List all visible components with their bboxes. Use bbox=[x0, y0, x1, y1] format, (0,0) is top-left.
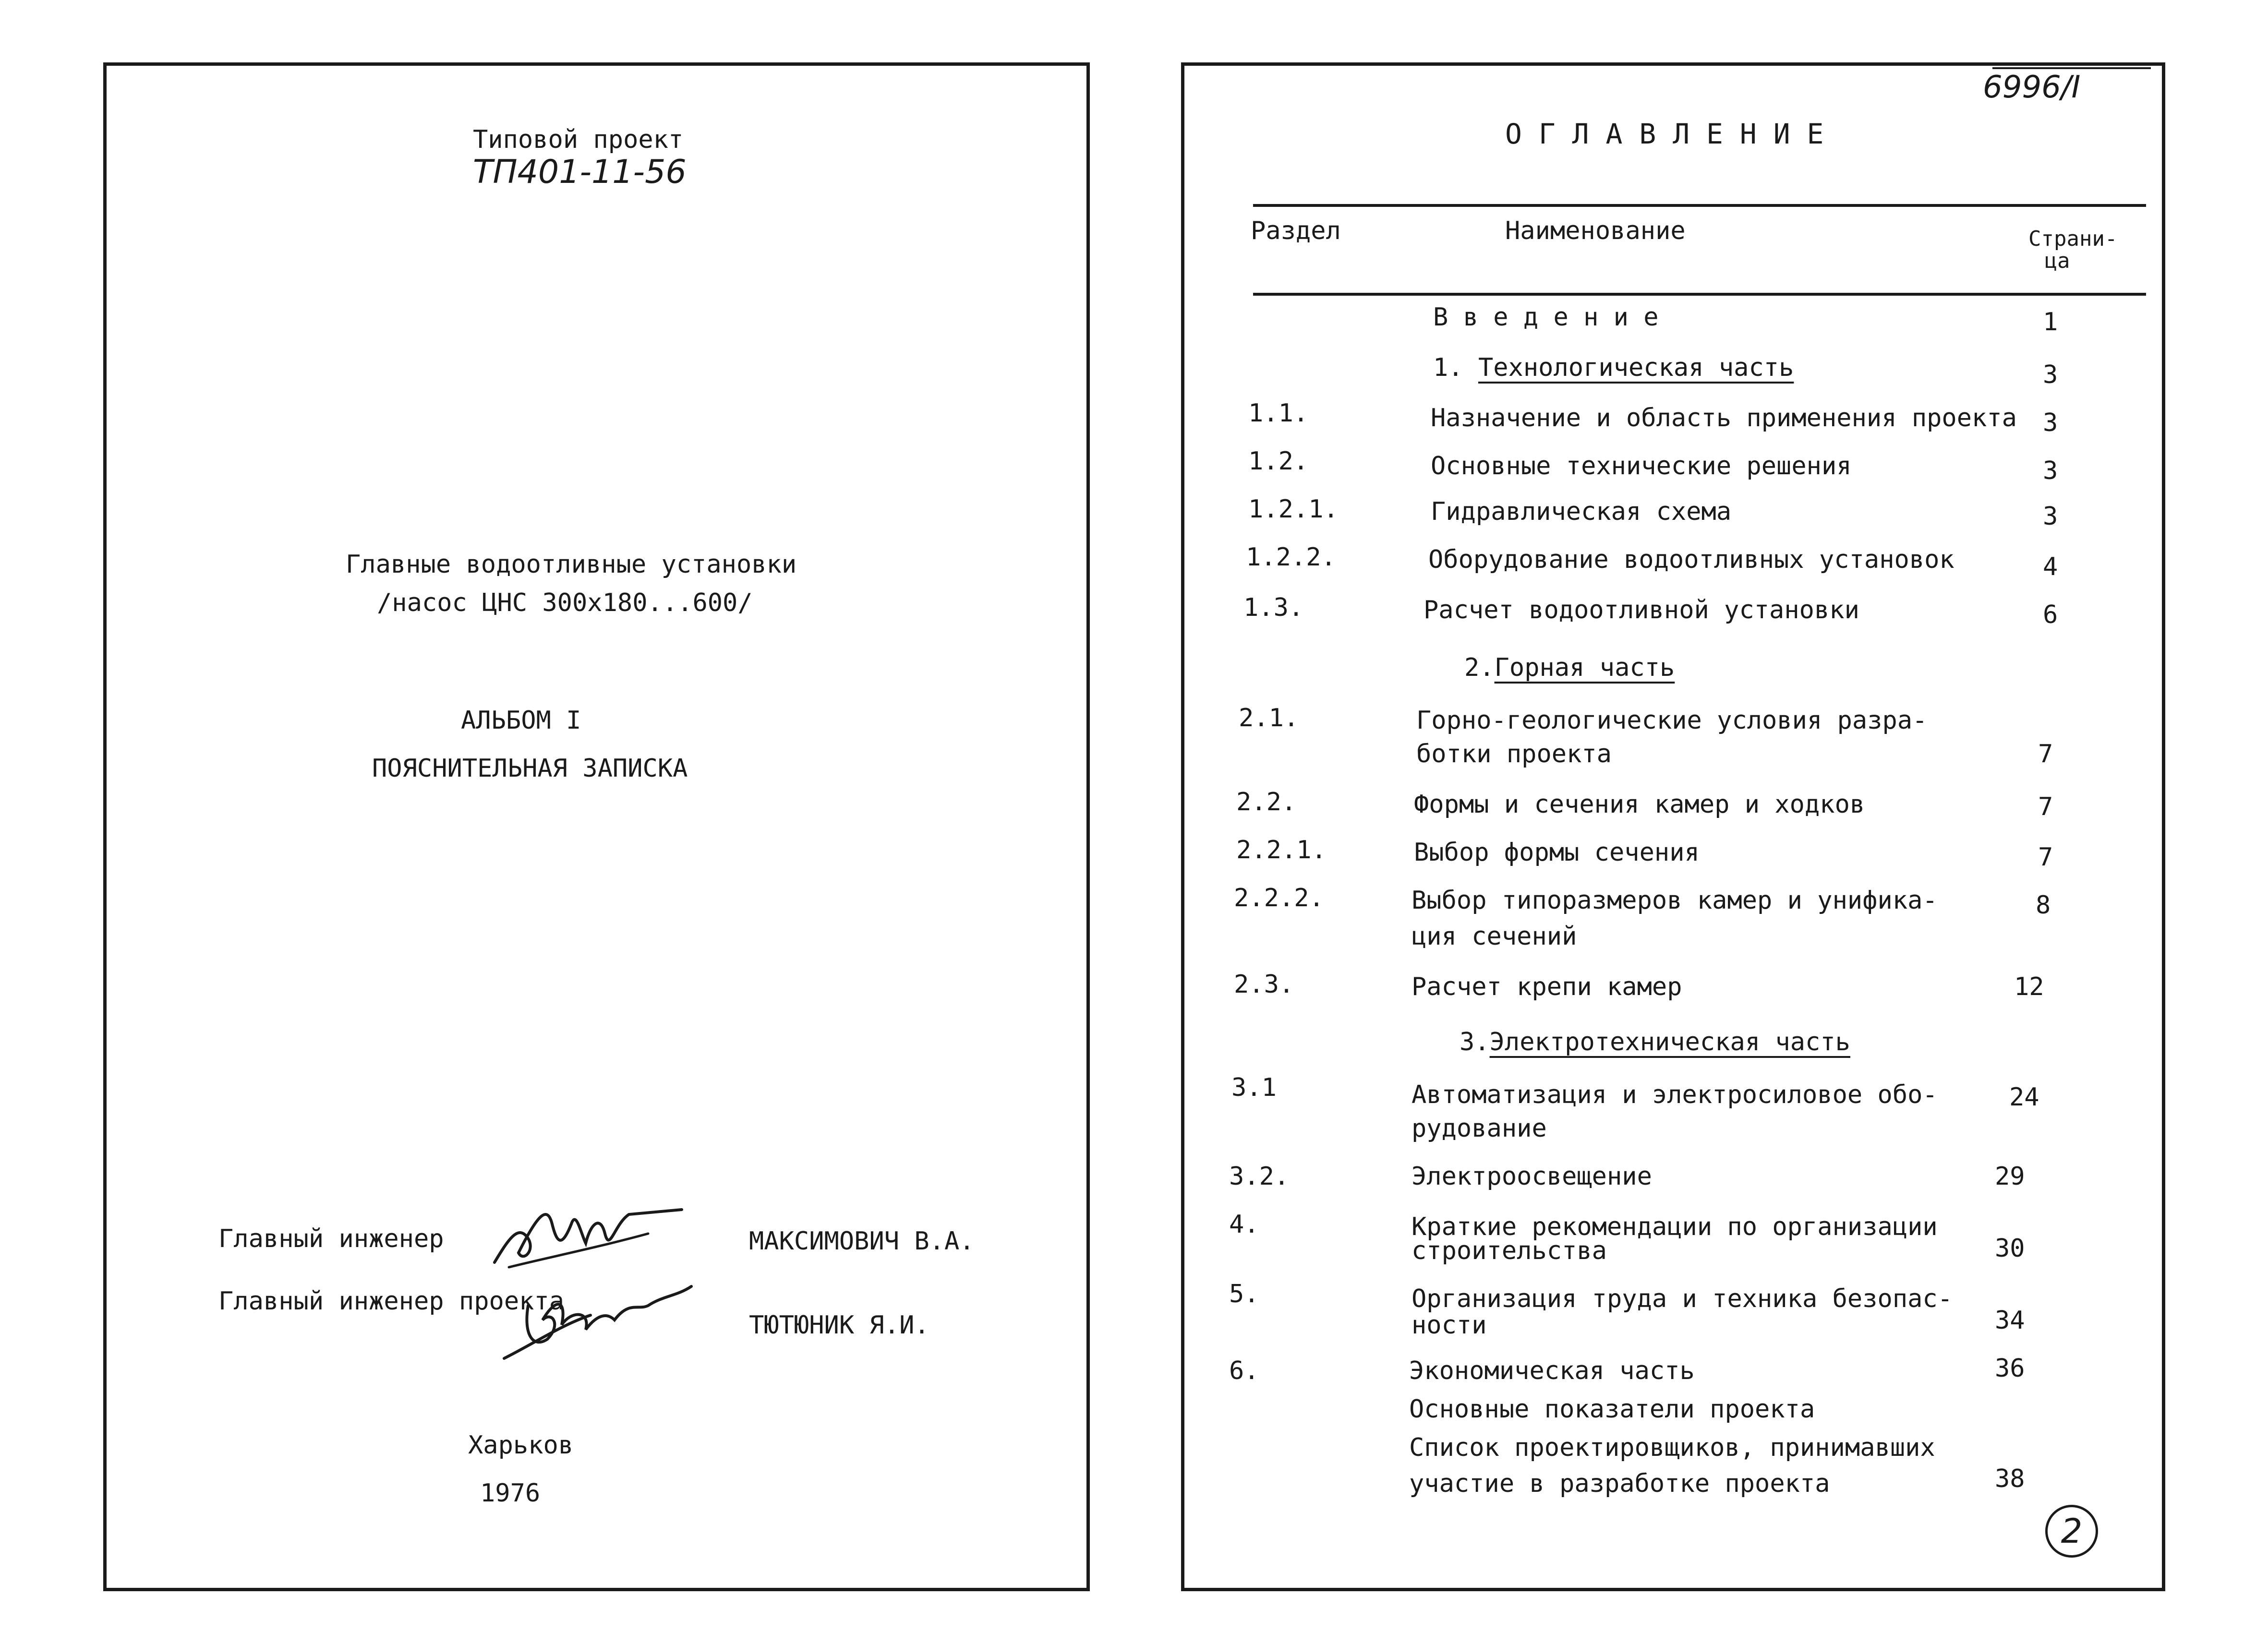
part-2-number: 2. bbox=[1464, 653, 1495, 682]
toc-name: Экономическая часть bbox=[1409, 1356, 1695, 1385]
part-2-heading bbox=[1464, 655, 1675, 680]
part-3-label: Электротехническая часть bbox=[1489, 1028, 1850, 1056]
toc-name: Выбор типоразмеров камер и унифика- bbox=[1411, 886, 1938, 915]
project-type: Типовой проект bbox=[473, 125, 684, 154]
toc-section: 2.2.1. bbox=[1236, 836, 1327, 864]
chief-project-engineer-name: ТЮТЮНИК Я.И. bbox=[749, 1311, 929, 1340]
year: 1976 bbox=[480, 1479, 541, 1508]
album-number: АЛЬБОМ I bbox=[461, 706, 581, 735]
toc-section: 1.3. bbox=[1243, 593, 1304, 622]
toc-page: 3 bbox=[2043, 408, 2058, 437]
toc-name: Оборудование водоотливных установок bbox=[1428, 545, 1954, 574]
designers-list-continued: участие в разработке проекта bbox=[1409, 1469, 1830, 1498]
toc-page: 8 bbox=[2036, 891, 2051, 920]
toc-page: 34 bbox=[1995, 1306, 2025, 1335]
chief-engineer-signature bbox=[490, 1195, 691, 1277]
designers-list-page: 38 bbox=[1995, 1464, 2025, 1493]
column-page: Страни- ца bbox=[2028, 227, 2118, 273]
title-line-1: Главные водоотливные установки bbox=[346, 550, 797, 579]
toc-name: Организация труда и техника безопас- bbox=[1411, 1284, 1953, 1313]
chief-project-engineer-signature bbox=[495, 1267, 696, 1363]
part-3-heading bbox=[1460, 1030, 1850, 1055]
toc-name: Электроосвещение bbox=[1411, 1162, 1652, 1191]
intro-label: В в е д е н и е bbox=[1433, 303, 1659, 332]
header-bottom-rule bbox=[1253, 293, 2146, 296]
intro-page: 1 bbox=[2043, 308, 2058, 336]
project-number: ТП401-11-56 bbox=[473, 153, 687, 191]
toc-section: 3.2. bbox=[1229, 1162, 1290, 1191]
toc-page: 24 bbox=[2009, 1083, 2039, 1112]
toc-name: Расчет водоотливной установки bbox=[1424, 596, 1859, 624]
toc-section: 4. bbox=[1229, 1210, 1259, 1239]
toc-page: 36 bbox=[1995, 1354, 2025, 1383]
main-indicators: Основные показатели проекта bbox=[1409, 1395, 1815, 1424]
title-line-2: /насос ЦНС 300х180...600/ bbox=[377, 588, 753, 617]
toc-section: 3.1 bbox=[1231, 1073, 1277, 1102]
toc-name: Расчет крепи камер bbox=[1411, 972, 1682, 1001]
toc-section: 2.3. bbox=[1234, 970, 1294, 999]
toc-page: 6 bbox=[2043, 600, 2058, 629]
toc-page: 3 bbox=[2043, 456, 2058, 485]
part-1-number: 1. bbox=[1433, 353, 1463, 382]
chief-engineer-role: Главный инженер bbox=[218, 1224, 444, 1253]
toc-page: 4 bbox=[2043, 552, 2058, 581]
toc-name: Гидравлическая схема bbox=[1431, 497, 1732, 526]
toc-name-continued: ности bbox=[1411, 1311, 1487, 1340]
toc-section: 5. bbox=[1229, 1280, 1259, 1308]
toc-page: 30 bbox=[1995, 1234, 2025, 1263]
part-1-heading bbox=[1433, 355, 1794, 380]
chief-engineer-name: МАКСИМОВИЧ В.А. bbox=[749, 1227, 975, 1256]
toc-page: 7 bbox=[2038, 792, 2053, 821]
toc-name: Горно-геологические условия разра- bbox=[1416, 706, 1928, 735]
column-section: Раздел bbox=[1251, 216, 1341, 245]
part-1-page: 3 bbox=[2043, 360, 2058, 389]
toc-section: 1.2. bbox=[1248, 447, 1309, 476]
sheet-number bbox=[2045, 1505, 2098, 1558]
chief-project-engineer-role: Главный инженер проекта bbox=[218, 1287, 565, 1316]
city: Харьков bbox=[468, 1431, 574, 1460]
toc-name-continued: ботки проекта bbox=[1416, 740, 1612, 768]
toc-page: 7 bbox=[2038, 843, 2053, 872]
toc-name-continued: ция сечений bbox=[1411, 922, 1577, 951]
toc-section: 1.2.1. bbox=[1248, 495, 1339, 524]
toc-name: Выбор формы сечения bbox=[1414, 838, 1700, 867]
toc-name-continued: строительства bbox=[1411, 1236, 1607, 1265]
toc-section: 1.1. bbox=[1248, 399, 1309, 428]
archive-stamp: 6996/I bbox=[1983, 70, 2081, 105]
toc-page: 7 bbox=[2038, 740, 2053, 768]
toc-name: Назначение и область применения проекта bbox=[1431, 404, 2017, 432]
part-3-number: 3. bbox=[1460, 1028, 1490, 1056]
toc-section: 2.2.2. bbox=[1234, 884, 1324, 912]
toc-name-continued: рудование bbox=[1411, 1114, 1547, 1143]
sheet-number-value: 2 bbox=[2061, 1512, 2083, 1551]
toc-page: 12 bbox=[2014, 972, 2044, 1001]
toc-name: Основные технические решения bbox=[1431, 452, 1852, 480]
toc-page: 29 bbox=[1995, 1162, 2025, 1191]
header-top-rule bbox=[1253, 204, 2146, 207]
toc-name: Краткие рекомендации по организации bbox=[1411, 1212, 1938, 1241]
part-1-label: Технологическая часть bbox=[1478, 353, 1794, 382]
toc-name: Автоматизация и электросиловое обо- bbox=[1411, 1080, 1938, 1109]
part-2-label: Горная часть bbox=[1494, 653, 1675, 682]
toc-section: 2.2. bbox=[1236, 788, 1297, 816]
toc-section: 2.1. bbox=[1239, 704, 1299, 732]
toc-name: Формы и сечения камер и ходков bbox=[1414, 790, 1865, 819]
contents-title: О Г Л А В Л Е Н И Е bbox=[1505, 118, 1824, 150]
column-name: Наименование bbox=[1505, 216, 1686, 245]
toc-section: 1.2.2. bbox=[1246, 543, 1336, 572]
designers-list: Список проектировщиков, принимавших bbox=[1409, 1433, 1935, 1462]
stamp-line bbox=[1992, 67, 2151, 69]
toc-section: 6. bbox=[1229, 1356, 1259, 1385]
explanatory-note: ПОЯСНИТЕЛЬНАЯ ЗАПИСКА bbox=[372, 754, 688, 783]
toc-page: 3 bbox=[2043, 502, 2058, 531]
